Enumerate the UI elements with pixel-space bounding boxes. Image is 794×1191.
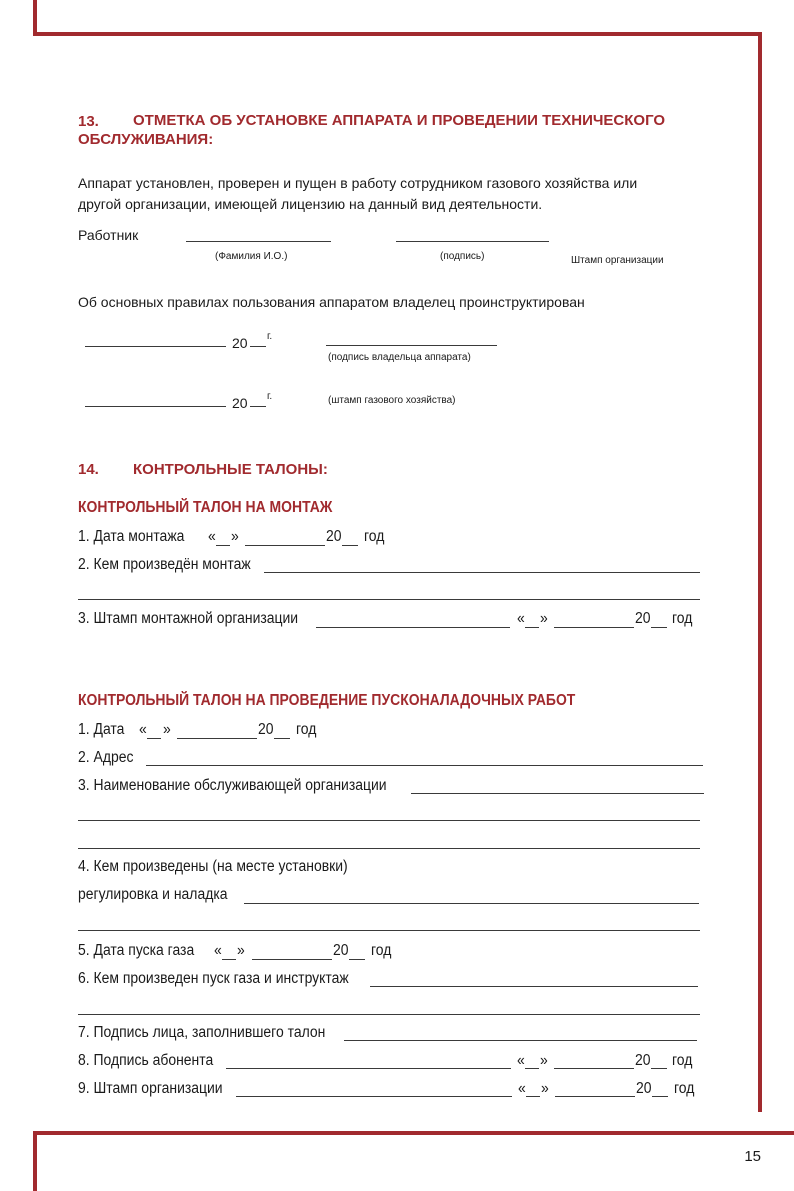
org-stamp-year-word: год (674, 1080, 695, 1097)
mounting-stamp-quote-open: « (517, 610, 525, 627)
section14-number: 14. (78, 461, 99, 478)
mounting-stamp-quote-close: » (540, 610, 548, 627)
worker-signature-line[interactable] (396, 241, 549, 242)
fio-caption: (Фамилия И.О.) (215, 251, 288, 262)
worker-label: Работник (78, 227, 139, 243)
mounting-stamp-month-blank[interactable] (554, 627, 634, 628)
gas-year-blank[interactable] (349, 959, 365, 960)
mounting-stamp-year-blank[interactable] (651, 627, 667, 628)
year-suffix-2: г. (267, 391, 273, 402)
org-stamp-line[interactable] (236, 1096, 512, 1097)
address-line[interactable] (146, 765, 703, 766)
gas-who-label: 6. Кем произведен пуск газа и инструктаж (78, 970, 349, 987)
mounting-date-label: 1. Дата монтажа (78, 528, 185, 545)
mounting-who-line-2[interactable] (78, 599, 700, 600)
instruction-date-line-1[interactable] (85, 346, 226, 347)
gas-who-line[interactable] (370, 986, 698, 987)
who-line[interactable] (244, 903, 699, 904)
org-line-3[interactable] (78, 848, 700, 849)
mounting-stamp-year-prefix: 20 (635, 610, 651, 627)
section14-title: КОНТРОЛЬНЫЕ ТАЛОНЫ: (133, 461, 328, 478)
page-number: 15 (744, 1148, 761, 1165)
gas-stamp-caption: (штамп газового хозяйства) (328, 395, 456, 406)
org-stamp-month-blank[interactable] (555, 1096, 635, 1097)
org-stamp-quote-open: « (518, 1080, 526, 1097)
commissioning-month-blank[interactable] (177, 738, 257, 739)
org-label: 3. Наименование обслуживающей организации (78, 777, 387, 794)
subscriber-year-prefix: 20 (635, 1052, 651, 1069)
org-stamp-label: 9. Штамп организации (78, 1080, 223, 1097)
mounting-month-blank[interactable] (245, 545, 325, 546)
gas-quote-open: « (214, 942, 222, 959)
section13-paragraph-line1: Аппарат установлен, проверен и пущен в работу сотрудником газового хозяйства или (78, 175, 638, 191)
mounting-year-prefix: 20 (326, 528, 342, 545)
org-line[interactable] (411, 793, 704, 794)
org-stamp-day-blank[interactable] (526, 1096, 540, 1097)
org-line-2[interactable] (78, 820, 700, 821)
subscriber-quote-close: » (540, 1052, 548, 1069)
commissioning-quote-close: » (163, 721, 171, 738)
commissioning-year-prefix: 20 (258, 721, 274, 738)
owner-signature-line[interactable] (326, 345, 497, 346)
filler-label: 7. Подпись лица, заполнившего талон (78, 1024, 326, 1041)
section13-number: 13. (78, 113, 99, 130)
frame-top-vertical (33, 0, 37, 36)
mounting-coupon-title: КОНТРОЛЬНЫЙ ТАЛОН НА МОНТАЖ (78, 499, 333, 516)
mounting-quote-close: » (231, 528, 239, 545)
who-line-2[interactable] (78, 930, 700, 931)
frame-right-vertical (758, 32, 762, 1112)
year-prefix-1: 20 (232, 335, 248, 351)
gas-day-blank[interactable] (222, 959, 236, 960)
commissioning-day-blank[interactable] (147, 738, 161, 739)
frame-top-horizontal (33, 32, 762, 36)
year-blank-2[interactable] (250, 406, 266, 407)
instruction-text: Об основных правилах пользования аппаратом владелец проинструктирован (78, 294, 585, 310)
mounting-stamp-line[interactable] (316, 627, 510, 628)
stamp-caption: Штамп организации (571, 255, 664, 266)
year-blank-1[interactable] (250, 346, 266, 347)
address-label: 2. Адрес (78, 749, 134, 766)
owner-signature-caption: (подпись владельца аппарата) (328, 352, 471, 363)
commissioning-year-word: год (296, 721, 317, 738)
who-label-line2: регулировка и наладка (78, 886, 228, 903)
mounting-year-blank[interactable] (342, 545, 358, 546)
subscriber-year-blank[interactable] (651, 1068, 667, 1069)
subscriber-year-word: год (672, 1052, 693, 1069)
frame-bottom-horizontal (33, 1131, 794, 1135)
commissioning-coupon-title: КОНТРОЛЬНЫЙ ТАЛОН НА ПРОВЕДЕНИЕ ПУСКОНАЛАДОЧНЫХ РАБОТ (78, 692, 576, 709)
gas-year-word: год (371, 942, 392, 959)
mounting-who-label: 2. Кем произведён монтаж (78, 556, 251, 573)
subscriber-quote-open: « (517, 1052, 525, 1069)
subscriber-line[interactable] (226, 1068, 511, 1069)
commissioning-date-label: 1. Дата (78, 721, 125, 738)
mounting-stamp-label: 3. Штамп монтажной организации (78, 610, 299, 627)
gas-date-label: 5. Дата пуска газа (78, 942, 195, 959)
worker-fio-line[interactable] (186, 241, 331, 242)
section13-title-line2: ОБСЛУЖИВАНИЯ: (78, 131, 214, 148)
commissioning-year-blank[interactable] (274, 738, 290, 739)
mounting-stamp-year-word: год (672, 610, 693, 627)
year-prefix-2: 20 (232, 395, 248, 411)
subscriber-label: 8. Подпись абонента (78, 1052, 214, 1069)
commissioning-quote-open: « (139, 721, 147, 738)
gas-year-prefix: 20 (333, 942, 349, 959)
mounting-who-line[interactable] (264, 572, 700, 573)
org-stamp-quote-close: » (541, 1080, 549, 1097)
mounting-stamp-day-blank[interactable] (525, 627, 539, 628)
mounting-year-word: год (364, 528, 385, 545)
mounting-day-blank[interactable] (216, 545, 230, 546)
signature-caption: (подпись) (440, 251, 485, 262)
org-stamp-year-prefix: 20 (636, 1080, 652, 1097)
section13-title-line1: ОТМЕТКА ОБ УСТАНОВКЕ АППАРАТА И ПРОВЕДЕНИИ ТЕХНИЧЕСКОГО (133, 112, 666, 129)
section13-paragraph-line2: другой организации, имеющей лицензию на данный вид деятельности. (78, 196, 543, 212)
org-stamp-year-blank[interactable] (652, 1096, 668, 1097)
gas-who-line-2[interactable] (78, 1014, 700, 1015)
year-suffix-1: г. (267, 331, 273, 342)
subscriber-day-blank[interactable] (525, 1068, 539, 1069)
gas-quote-close: » (237, 942, 245, 959)
filler-line[interactable] (344, 1040, 697, 1041)
mounting-quote-open: « (208, 528, 216, 545)
who-label-line1: 4. Кем произведены (на месте установки) (78, 858, 348, 875)
subscriber-month-blank[interactable] (554, 1068, 634, 1069)
instruction-date-line-2[interactable] (85, 406, 226, 407)
frame-bottom-vertical (33, 1131, 37, 1191)
gas-month-blank[interactable] (252, 959, 332, 960)
